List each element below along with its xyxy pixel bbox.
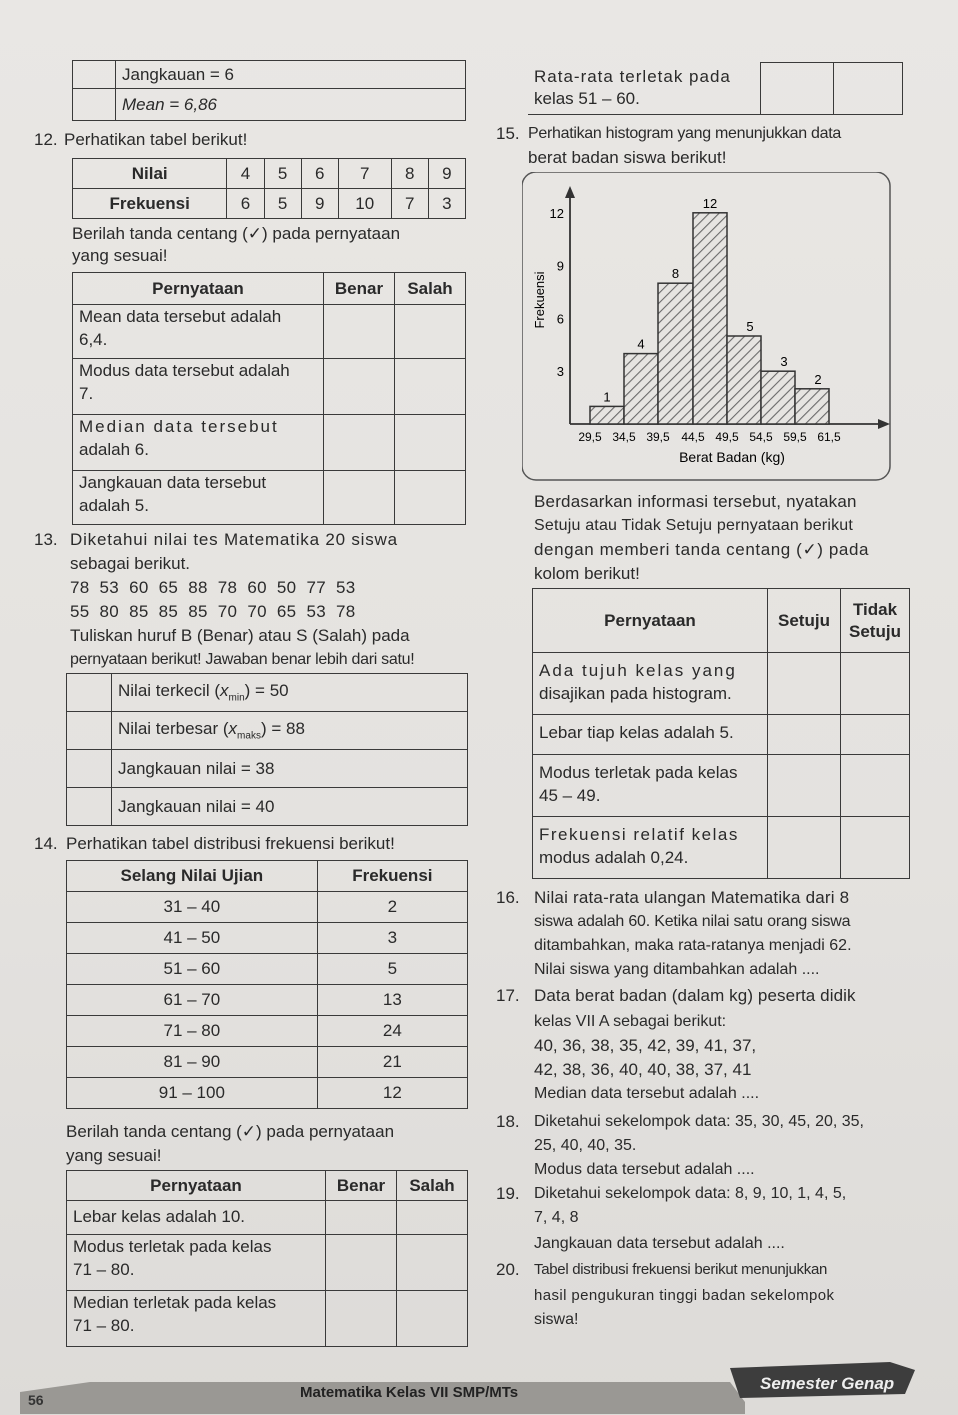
q15-line2: berat badan siswa berikut! — [528, 148, 727, 167]
q16-line2: siswa adalah 60. Ketika nilai satu orang siswa — [534, 913, 851, 930]
statement — [73, 305, 324, 359]
q17-line2: kelas VII A sebagai berikut: — [534, 1013, 727, 1030]
q20-line3: siswa! — [534, 1311, 579, 1328]
answer-cell[interactable] — [67, 788, 112, 826]
statement-line: 7. — [79, 384, 94, 403]
q16-line3: ditambahkan, maka rata-ratanya menjadi 62. — [534, 937, 852, 954]
q14-frequency-table — [66, 860, 468, 1109]
q13-options-table — [66, 673, 468, 826]
table-cell: 9 — [428, 159, 465, 189]
statement-mean: Mean = 6,86 — [116, 89, 466, 121]
tidak-setuju-cell[interactable] — [841, 715, 910, 755]
option: Nilai terbesar $(x_{maks}) = 88$ — [112, 712, 468, 750]
q13-line3: Tuliskan huruf B (Benar) atau S (Salah) pada — [70, 626, 410, 645]
table-cell: 4 — [227, 159, 264, 189]
table-cell: 2 — [317, 892, 467, 923]
q18-number: 18. — [496, 1112, 520, 1131]
top-left-table — [72, 60, 466, 121]
salah-cell[interactable] — [397, 1291, 468, 1347]
q14-instruction-2: yang sesuai! — [66, 1146, 162, 1165]
statement-line: disajikan pada histogram. — [539, 684, 732, 703]
q14-number: 14. — [34, 834, 58, 853]
q20-line2: hasil pengukuran tinggi badan sekelompok — [534, 1287, 835, 1304]
header-selang: Selang Nilai Ujian — [67, 861, 318, 892]
bar-value-label: 12 — [702, 195, 718, 211]
table-cell: 10 — [338, 189, 391, 219]
statement — [533, 755, 768, 817]
q17-number: 17. — [496, 986, 520, 1005]
x-tick-label: 34,5 — [612, 430, 636, 444]
q15-statement-table — [532, 588, 910, 879]
tidak-setuju-cell[interactable] — [841, 817, 910, 879]
statement — [73, 471, 324, 525]
header-benar: Benar — [324, 273, 395, 305]
top-right-table — [528, 62, 903, 115]
q12-statement-table — [72, 272, 466, 525]
benar-cell[interactable] — [324, 471, 395, 525]
q16-line1: Nilai rata-rata ulangan Matematika dari 8 — [534, 888, 850, 907]
q13-line1: Diketahui nilai tes Matematika 20 siswa — [70, 530, 398, 549]
histogram-bar — [624, 354, 658, 424]
row-label-nilai: Nilai — [73, 159, 227, 189]
q12-number: 12. — [34, 130, 58, 149]
tidak-setuju-cell[interactable] — [841, 653, 910, 715]
q18-line2: 25, 40, 40, 35. — [534, 1137, 637, 1154]
statement — [67, 1291, 326, 1347]
statement-line: Lebar tiap kelas adalah 5. — [539, 723, 734, 742]
bar-value-label: 3 — [780, 354, 788, 370]
check-cell[interactable] — [761, 63, 834, 115]
y-axis-arrow — [565, 186, 575, 198]
q17-line3: 40, 36, 38, 35, 42, 39, 41, 37, — [534, 1036, 757, 1055]
table-cell: 5 — [317, 954, 467, 985]
y-tick-label: 9 — [556, 258, 564, 274]
q17-line4: 42, 38, 36, 40, 40, 38, 37, 41 — [534, 1060, 752, 1079]
header-line: Tidak — [852, 599, 898, 619]
bar-value-label: 8 — [671, 266, 680, 282]
header-benar: Benar — [326, 1171, 397, 1201]
statement-line: Modus data tersebut adalah — [79, 361, 290, 380]
statement-line: modus adalah 0,24. — [539, 848, 689, 867]
statement-line: Frekuensi relatif kelas — [539, 825, 739, 844]
table-cell: 61 – 70 — [67, 985, 318, 1016]
salah-cell[interactable] — [397, 1201, 468, 1235]
tidak-setuju-cell[interactable] — [841, 755, 910, 817]
q20-number: 20. — [496, 1260, 520, 1279]
bar-value-label: 1 — [603, 389, 611, 405]
q13-line2: sebagai berikut. — [70, 554, 191, 573]
statement-line: Ada tujuh kelas yang — [539, 661, 737, 680]
q18-line1: Diketahui sekelompok data: 35, 30, 45, 20, 35, — [534, 1113, 864, 1130]
statement-line: Lebar kelas adalah 10. — [73, 1207, 246, 1226]
salah-cell[interactable] — [395, 415, 466, 471]
header-line: Setuju — [849, 621, 901, 641]
table-cell: 9 — [301, 189, 338, 219]
answer-cell[interactable] — [67, 674, 112, 712]
table-cell: 8 — [391, 159, 428, 189]
statement-line: 71 – 80. — [73, 1316, 135, 1335]
q15-line1: Perhatikan histogram yang menunjukkan data — [528, 125, 841, 142]
header-pernyataan: Pernyataan — [533, 589, 768, 653]
q15-number: 15. — [496, 124, 520, 143]
setuju-cell[interactable] — [768, 755, 841, 817]
table-cell: 13 — [317, 985, 467, 1016]
x-tick-label: 39,5 — [646, 430, 670, 444]
statement-line: Median terletak pada kelas — [73, 1293, 277, 1312]
table-cell: 41 – 50 — [67, 923, 318, 954]
check-cell[interactable] — [73, 89, 116, 121]
statement-jangkauan: Jangkauan = 6 — [116, 61, 466, 89]
statement — [533, 817, 768, 879]
histogram-bar — [590, 406, 624, 424]
footer-page-number: 56 — [28, 1392, 44, 1408]
x-axis-label: Berat Badan (kg) — [679, 449, 785, 465]
benar-cell[interactable] — [326, 1201, 397, 1235]
table-cell: 5 — [264, 189, 301, 219]
table-cell: 6 — [227, 189, 264, 219]
setuju-cell[interactable] — [768, 715, 841, 755]
x-tick-label: 49,5 — [715, 430, 739, 444]
statement — [73, 415, 324, 471]
table-cell: 7 — [338, 159, 391, 189]
histogram-bar — [795, 389, 829, 424]
header-tidak-setuju — [841, 589, 910, 653]
header-pernyataan: Pernyataan — [67, 1171, 326, 1201]
table-cell: 51 – 60 — [67, 954, 318, 985]
table-cell: 91 – 100 — [67, 1078, 318, 1109]
bar-value-label: 2 — [814, 371, 822, 387]
header-frekuensi: Frekuensi — [317, 861, 467, 892]
statement — [67, 1201, 326, 1235]
q19-number: 19. — [496, 1184, 520, 1203]
q12-prompt: Perhatikan tabel berikut! — [64, 130, 248, 149]
q16-line4: Nilai siswa yang ditambahkan adalah .... — [534, 961, 820, 978]
q15-after-2: Setuju atau Tidak Setuju pernyataan berikut — [534, 517, 854, 534]
table-cell: 3 — [317, 923, 467, 954]
q20-line1: Tabel distribusi frekuensi berikut menunjukkan — [534, 1261, 828, 1278]
statement-line: Mean data tersebut adalah — [79, 307, 282, 326]
x-tick-label: 54,5 — [749, 430, 773, 444]
statement-line: Modus terletak pada kelas — [73, 1237, 272, 1256]
statement-line: Modus terletak pada kelas — [539, 763, 738, 782]
q14-statement-table — [66, 1170, 468, 1347]
footer-book-title: Matematika Kelas VII SMP/MTs — [300, 1384, 519, 1401]
q14-prompt: Perhatikan tabel distribusi frekuensi berikut! — [66, 834, 395, 853]
q17-line5: Median data tersebut adalah .... — [534, 1085, 760, 1102]
answer-cell[interactable] — [67, 750, 112, 788]
q13-number: 13. — [34, 530, 58, 549]
table-cell: 21 — [317, 1047, 467, 1078]
statement-line: 6,4. — [79, 330, 108, 349]
table-cell: 6 — [301, 159, 338, 189]
q19-line2: 7, 4, 8 — [534, 1209, 579, 1226]
x-tick-label: 61,5 — [817, 430, 841, 444]
q18-line3: Modus data tersebut adalah .... — [534, 1161, 755, 1178]
option: Nilai terkecil $(x_{min}) = 50$ — [112, 674, 468, 712]
q13-data-row1: 78 53 60 65 88 78 60 50 77 53 — [70, 578, 356, 597]
q17-line1: Data berat badan (dalam kg) peserta didik — [534, 986, 856, 1005]
statement-line: kelas 51 – 60. — [534, 89, 640, 109]
option: Jangkauan nilai = 38 — [112, 750, 468, 788]
q19-line1: Diketahui sekelompok data: 8, 9, 10, 1, 4, 5, — [534, 1185, 847, 1202]
check-cell[interactable] — [73, 61, 116, 89]
statement-line: 71 – 80. — [73, 1260, 135, 1279]
q13-data-row2: 55 80 85 85 85 70 70 65 53 78 — [70, 602, 356, 621]
benar-cell[interactable] — [326, 1235, 397, 1291]
q12-instruction-1: Berilah tanda centang (✓) pada pernyataan — [72, 224, 401, 243]
y-tick-label: 6 — [556, 311, 564, 327]
statement-line: adalah 5. — [79, 496, 149, 515]
salah-cell[interactable] — [395, 305, 466, 359]
bar-value-label: 5 — [746, 319, 754, 334]
q13-line4: pernyataan berikut! Jawaban benar lebih dari satu! — [70, 651, 415, 668]
x-axis-arrow — [878, 419, 890, 429]
row-label-frekuensi: Frekuensi — [73, 189, 227, 219]
table-cell: 5 — [264, 159, 301, 189]
header-salah: Salah — [395, 273, 466, 305]
y-axis-label: Frekuensi — [532, 271, 547, 329]
y-tick-label: 12 — [549, 205, 564, 221]
q14-instruction-1: Berilah tanda centang (✓) pada pernyataan — [66, 1122, 395, 1141]
histogram-bar — [727, 336, 761, 424]
benar-cell[interactable] — [326, 1291, 397, 1347]
table-cell: 7 — [391, 189, 428, 219]
footer-semester: Semester Genap — [760, 1374, 895, 1393]
salah-cell[interactable] — [395, 359, 466, 415]
q15-after-4: kolom berikut! — [534, 564, 640, 583]
check-cell[interactable] — [834, 63, 903, 115]
header-salah: Salah — [397, 1171, 468, 1201]
table-cell: 3 — [428, 189, 465, 219]
histogram-bar — [761, 371, 795, 424]
histogram-bar — [693, 213, 727, 424]
statement-line: 45 – 49. — [539, 786, 601, 805]
salah-cell[interactable] — [395, 471, 466, 525]
table-cell: 12 — [317, 1078, 467, 1109]
setuju-cell[interactable] — [768, 817, 841, 879]
x-tick-label: 29,5 — [578, 430, 602, 444]
statement — [73, 359, 324, 415]
benar-cell[interactable] — [324, 305, 395, 359]
table-cell: 31 – 40 — [67, 892, 318, 923]
q16-number: 16. — [496, 888, 520, 907]
table-cell: 71 – 80 — [67, 1016, 318, 1047]
option: Jangkauan nilai = 40 — [112, 788, 468, 826]
statement-line: Jangkauan data tersebut — [79, 473, 267, 492]
bar-value-label: 4 — [637, 336, 645, 352]
q15-after-3: dengan memberi tanda centang (✓) pada — [534, 540, 870, 559]
q12-instruction-2: yang sesuai! — [72, 246, 168, 265]
header-pernyataan: Pernyataan — [73, 273, 324, 305]
statement — [533, 715, 768, 755]
q12-data-table — [72, 158, 466, 219]
histogram-bar — [658, 283, 693, 424]
x-tick-label: 59,5 — [783, 430, 807, 444]
answer-cell[interactable] — [67, 712, 112, 750]
statement-line: Median data tersebut — [79, 417, 279, 436]
statement-line: Rata-rata terletak pada — [534, 67, 731, 87]
q19-line3: Jangkauan data tersebut adalah .... — [534, 1235, 785, 1252]
statement — [533, 653, 768, 715]
header-setuju: Setuju — [768, 589, 841, 653]
benar-cell[interactable] — [324, 359, 395, 415]
q15-after-1: Berdasarkan informasi tersebut, nyatakan — [534, 492, 857, 511]
setuju-cell[interactable] — [768, 653, 841, 715]
y-tick-label: 3 — [556, 364, 564, 380]
table-cell: 81 – 90 — [67, 1047, 318, 1078]
benar-cell[interactable] — [324, 415, 395, 471]
statement-rata-rata — [528, 63, 761, 115]
histogram-chart — [522, 172, 892, 482]
statement — [67, 1235, 326, 1291]
table-cell: 24 — [317, 1016, 467, 1047]
x-tick-label: 44,5 — [681, 430, 705, 444]
salah-cell[interactable] — [397, 1235, 468, 1291]
statement-line: adalah 6. — [79, 440, 149, 459]
